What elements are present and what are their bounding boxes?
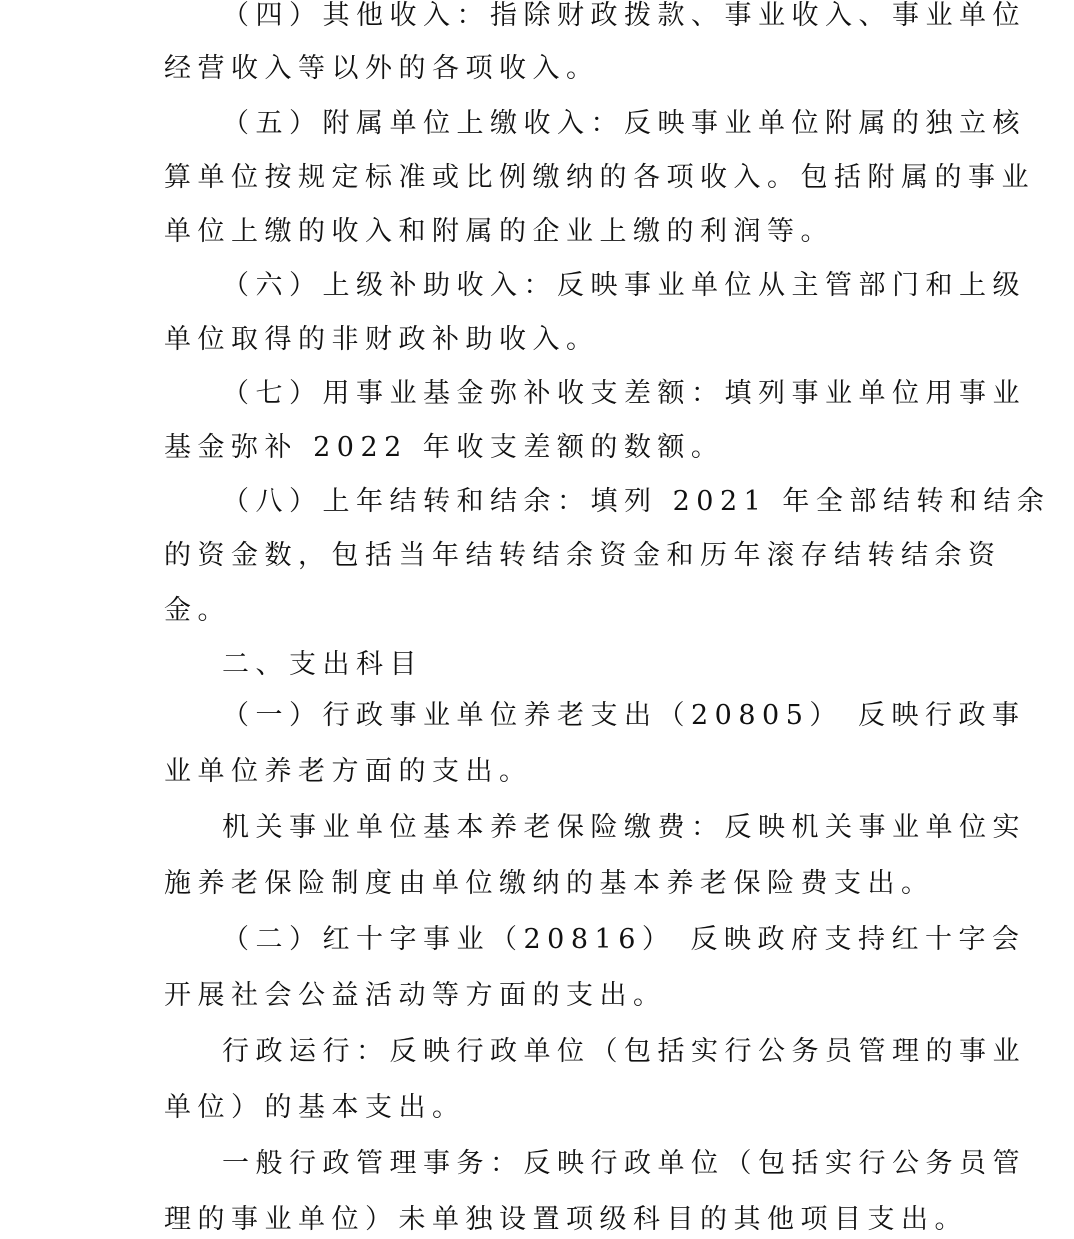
text-line: （八）上年结转和结余：填列 2021 年全部结转和结余 [222, 486, 1051, 517]
text-line: 施养老保险制度由单位缴纳的基本养老保险费支出。 [164, 868, 935, 899]
text-line: 理的事业单位）未单独设置项级科目的其他项目支出。 [164, 1204, 968, 1235]
text-line: 开展社会公益活动等方面的支出。 [164, 980, 667, 1011]
text-line: 单位取得的非财政补助收入。 [164, 324, 600, 355]
text-line: （六）上级补助收入：反映事业单位从主管部门和上级 [222, 270, 1026, 301]
text-line: 基金弥补 2022 年收支差额的数额。 [164, 432, 725, 463]
text-line: （四）其他收入：指除财政拨款、事业收入、事业单位 [222, 0, 1026, 31]
text-line: （一）行政事业单位养老支出（20805） 反映行政事 [222, 700, 1026, 731]
text-line: 单位上缴的收入和附属的企业上缴的利润等。 [164, 216, 834, 247]
text-line: 行政运行：反映行政单位（包括实行公务员管理的事业 [222, 1036, 1026, 1067]
text-line: 一般行政管理事务：反映行政单位（包括实行公务员管 [222, 1148, 1026, 1179]
text-line: （七）用事业基金弥补收支差额：填列事业单位用事业 [222, 378, 1026, 409]
text-line: 的资金数，包括当年结转结余资金和历年滚存结转结余资 [164, 540, 1002, 571]
text-line: （二）红十字事业（20816） 反映政府支持红十字会 [222, 924, 1026, 955]
text-line: （五）附属单位上缴收入：反映事业单位附属的独立核 [222, 108, 1026, 139]
text-line: 经营收入等以外的各项收入。 [164, 53, 600, 84]
text-line: 单位）的基本支出。 [164, 1092, 466, 1123]
text-line: 算单位按规定标准或比例缴纳的各项收入。包括附属的事业 [164, 162, 1035, 193]
text-line: 业单位养老方面的支出。 [164, 756, 533, 787]
text-line: 机关事业单位基本养老保险缴费：反映机关事业单位实 [222, 812, 1026, 843]
section-heading: 二、支出科目 [222, 649, 423, 680]
text-line: 金。 [164, 595, 231, 626]
